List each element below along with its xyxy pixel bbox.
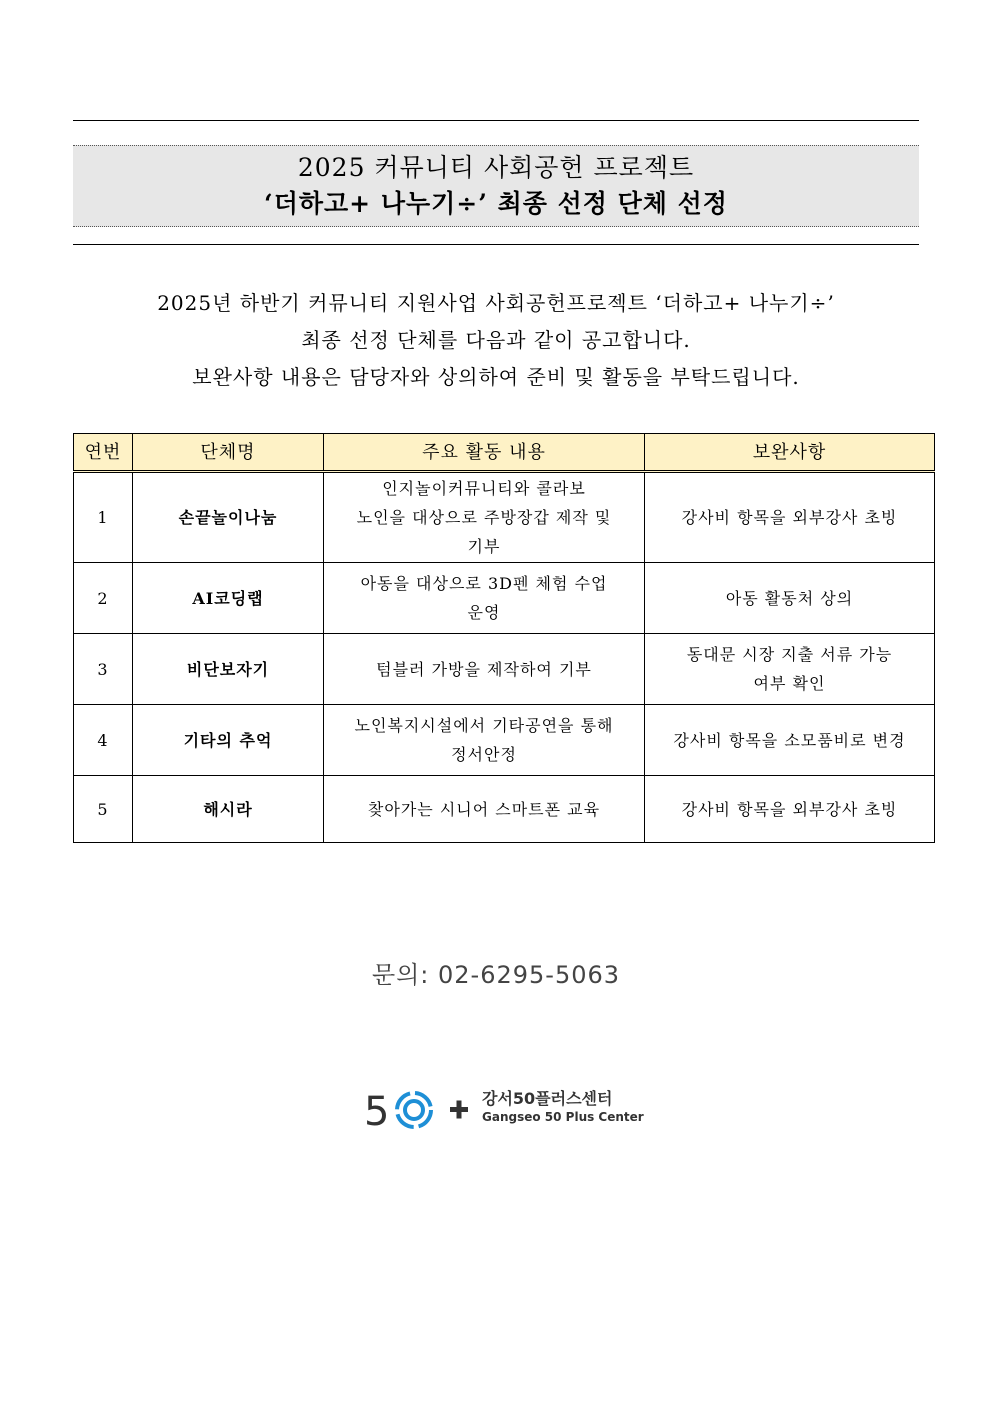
activity-line: 정서안정: [451, 745, 517, 764]
cell-org: 손끝놀이나눔: [133, 472, 324, 563]
50-plus-mark-icon: [364, 1085, 474, 1135]
cell-note: [645, 705, 935, 776]
cell-org: AI코딩랩: [133, 563, 324, 634]
intro-line-1: 2025년 하반기 커뮤니티 지원사업 사회공헌프로젝트 ‘더하고+ 나누기÷’: [157, 291, 835, 315]
note-line: 아동 활동처 상의: [725, 588, 854, 608]
table-row: [74, 472, 935, 563]
cell-activity: [324, 776, 645, 843]
table-row: [74, 705, 935, 776]
header-org: 단체명: [133, 434, 324, 472]
intro-line-2: 최종 선정 단체를 다음과 같이 공고합니다.: [301, 328, 691, 352]
logo-name-ko: 강서50플러스센터: [482, 1089, 613, 1108]
activity-line: 노인을 대상으로 주방장갑 제작 및: [356, 508, 612, 527]
cell-activity: [324, 472, 645, 563]
note-line: 강사비 항목을 외부강사 초빙: [681, 508, 898, 527]
note-line: 강사비 항목을 외부강사 초빙: [681, 799, 898, 819]
activity-line: 찾아가는 시니어 스마트폰 교육: [367, 799, 601, 819]
cell-activity: [324, 705, 645, 776]
cell-note: [645, 472, 935, 563]
cell-note: [645, 634, 935, 705]
center-logo: [364, 1085, 644, 1135]
contact-info: 문의: 02-6295-5063: [371, 961, 621, 989]
cell-no: 4: [74, 705, 133, 776]
top-rule: [73, 120, 919, 121]
note-line: 동대문 시장 지출 서류 가능: [686, 645, 893, 664]
logo-name-en: Gangseo 50 Plus Center: [482, 1110, 644, 1124]
note-line: 여부 확인: [753, 674, 826, 693]
cell-no: 2: [74, 563, 133, 634]
intro-line-3: 보완사항 내용은 담당자와 상의하여 준비 및 활동을 부탁드립니다.: [192, 365, 800, 389]
table-row: [74, 563, 935, 634]
activity-line: 인지놀이커뮤니티와 콜라보: [382, 479, 586, 498]
header-activity: 주요 활동 내용: [324, 434, 645, 472]
table-header-row: [74, 434, 935, 472]
selection-table: [73, 433, 935, 843]
cell-org: 비단보자기: [133, 634, 324, 705]
cell-note: [645, 776, 935, 843]
logo-text: [482, 1089, 644, 1125]
title-line-2: ‘더하고+ 나누기÷’ 최종 선정 단체 선정: [264, 189, 728, 218]
cell-org: 기타의 추억: [133, 705, 324, 776]
table-row: [74, 634, 935, 705]
activity-line: 기부: [467, 537, 501, 556]
cell-no: 3: [74, 634, 133, 705]
activity-line: 노인복지시설에서 기타공연을 통해: [354, 716, 614, 735]
cell-no: 1: [74, 472, 133, 563]
title-box: [73, 145, 919, 227]
note-line: 강사비 항목을 소모품비로 변경: [673, 730, 906, 750]
cell-activity: [324, 563, 645, 634]
cell-no: 5: [74, 776, 133, 843]
intro-paragraph: [73, 285, 919, 396]
activity-line: 운영: [467, 603, 501, 622]
activity-line: 아동을 대상으로 3D펜 체험 수업: [360, 574, 608, 593]
svg-text:5: 5: [364, 1089, 390, 1135]
cell-org: 해시라: [133, 776, 324, 843]
title-line-1: 2025 커뮤니티 사회공헌 프로젝트: [297, 153, 695, 182]
cell-activity: [324, 634, 645, 705]
header-no: 연번: [74, 434, 133, 472]
bottom-rule: [73, 244, 919, 245]
cell-note: [645, 563, 935, 634]
table-row: [74, 776, 935, 843]
header-note: 보완사항: [645, 434, 935, 472]
activity-line: 텀블러 가방을 제작하여 기부: [376, 659, 592, 679]
